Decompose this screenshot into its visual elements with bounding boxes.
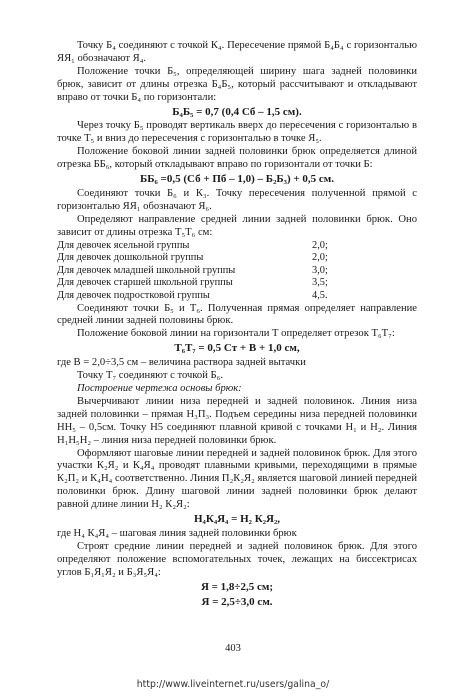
paragraph: Точку Б₄ соединяют с точкой К₄. Пересечение прямой Б₄Б₄ с горизонталью ЯЯ₁ обозначают Я₄. — [57, 40, 417, 64]
paragraph: Через точку Б₅ проводят вертикаль вверх до пересечения с горизонталью в точке Т₅ и вниз до пересечения с горизонталью в точке Я₅. — [57, 120, 417, 145]
paragraph: Точку Т₇ соединяют с точкой Б₆. — [77, 370, 223, 382]
table-row — [57, 252, 352, 265]
paragraph: Определяют направление средней линии задней половинки брюк. Оно зависит от длины отрезка Т₅Т₆ см: — [57, 213, 417, 238]
table-row — [57, 265, 352, 278]
age-group-label: Для девочек старшей школьной группы — [57, 277, 233, 289]
age-group-label: Для девочек ясельной группы — [57, 239, 190, 251]
age-group-label: Для девочек дошкольной группы — [57, 252, 204, 264]
page-number: 403 — [225, 643, 241, 654]
paragraph: где Н₄ К₄Я₄ – шаговая линия задней половинки брюк — [57, 527, 297, 539]
age-group-label: Для девочек младшей школьной группы — [57, 264, 236, 276]
formula: Я = 1,8÷2,5 см; — [200, 580, 274, 593]
paragraph: Оформляют шаговые линии передней и задней половинок брюк. Для этого участки К₂Я₂ и К₄Я₄ проводят плавными кривыми, переходящими в прямые К₂П₂ и К₄Н₄ соответственно. Линия П₂К₂Я₂ является шаговой линией передней половинки брюк. Длину шаговой линии задней половинки брюк делают равной длине линии Н₂ К₂Я₂: — [57, 447, 417, 511]
age-group-label: Для девочек подростковой группы — [57, 289, 210, 301]
age-group-value: 2,0; — [312, 252, 328, 264]
watermark-url: http://www.liveinternet.ru/users/galina_o/ — [136, 679, 330, 690]
table-row — [57, 240, 352, 253]
formula: ББ₆ =0,5 (Сб + Пб – 1,0) – Б₂Б₃) + 0,5 см. — [139, 173, 335, 186]
formula: Б₄Б₅ = 0,7 (0,4 Сб – 1,5 см). — [172, 105, 302, 118]
paragraph: Соединяют точки Б₆ и К₃. Точку пересечения полученной прямой с горизонталью ЯЯ₁ обозначают Я₆. — [57, 187, 417, 212]
age-group-table — [57, 240, 352, 303]
table-row — [57, 290, 352, 303]
section-heading: Построение чертежа основы брюк: — [77, 383, 242, 394]
formula: Я = 2,5÷3,0 см. — [201, 595, 273, 608]
table-row — [57, 277, 352, 290]
age-group-value: 3,0; — [312, 264, 328, 276]
age-group-value: 4,5. — [312, 289, 328, 301]
paragraph: Строят средние линии передней и задней половинок брюк. Для этого определяют положение вспомогательных точек, лежащих на биссектрисах углов Б₁Я₁Я₂ и Б₃Я₅Я₄: — [57, 540, 417, 578]
paragraph: Вычерчивают линии низа передней и задней половинок. Линия низа задней половинки – прямая Н₃П₃. Подъем середины низа передней половинки НН₅ – 0,5см. Точку Н5 соединяют плавной кривой с точками Н₁ и Н₂. Линия Н₁Н₅Н₂ – линия низа передней половинки брюк. — [57, 395, 417, 446]
paragraph: Положение точки Б₅, определяющей ширину шага задней половинки брюк, зависит от длины отрезка Б₄Б₅, который рассчитывают и откладывают вправо от точки Б₄ по горизонтали: — [57, 65, 417, 103]
paragraph: Положение боковой линии задней половинки брюк определяется длиной отрезка ББ₆, который откладывают вправо по горизонтали от точки Б: — [57, 146, 417, 171]
paragraph: Соединяют точки Б₅ и Т₆. Полученная прямая определяет направление средней линии задней половины брюк. — [57, 302, 417, 327]
paragraph: где В = 2,0÷3,5 см – величина раствора задней вытачки — [57, 357, 306, 369]
age-group-value: 3,5; — [312, 277, 328, 289]
formula: Н₄К₄Я₄ = Н₂ К₂Я₂, — [193, 513, 280, 526]
formula: Т₆Т₇ = 0,5 Ст + В + 1,0 см, — [174, 342, 300, 355]
age-group-value: 2,0; — [312, 239, 328, 251]
page-body — [57, 40, 417, 610]
paragraph: Положение боковой линии на горизонтали Т определяет отрезок Т₆Т₇: — [77, 328, 395, 340]
